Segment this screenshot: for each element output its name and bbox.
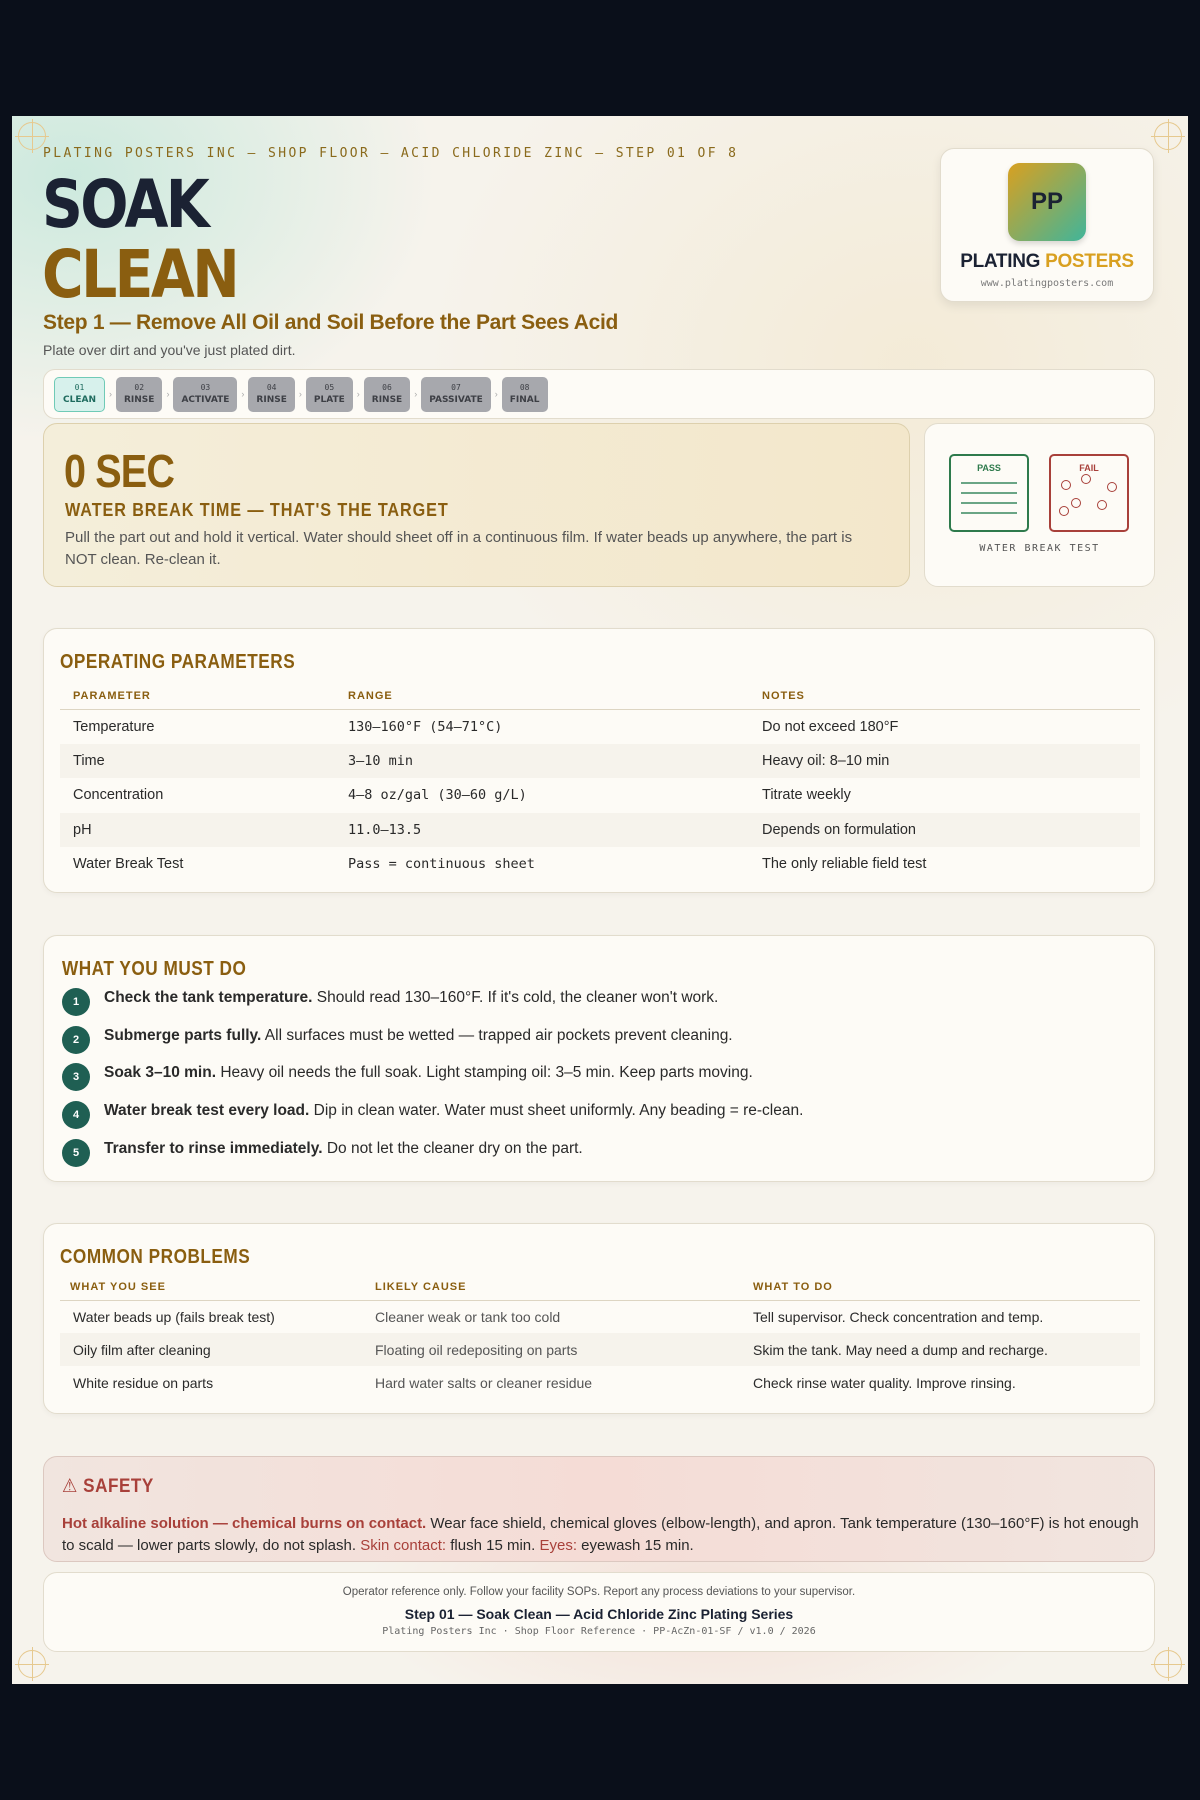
step-label: RINSE [371,395,403,405]
step-label: FINAL [509,395,540,405]
table-cell: Check rinse water quality. Improve rinsing. [753,1374,1016,1391]
column-header: WHAT YOU SEE [60,1274,362,1300]
column-header: LIKELY CAUSE [362,1274,740,1300]
hero-body: Pull the part out and hold it vertical. Water should sheet off in a continuous film. If water beads up anywhere, the part is NOT clean. Re-clean it. [65,529,853,568]
water-bead-icon [1059,506,1069,516]
fail-label: FAIL [1079,463,1099,473]
step-number-badge: 3 [62,1063,90,1091]
step-separator-icon: › [414,389,418,399]
sheet-line-icon [961,492,1017,494]
table-cell: Do not exceed 180°F [762,718,899,735]
must-do-card [43,935,1155,1182]
table-cell: Water Break Test [73,856,184,873]
footer [43,1572,1155,1652]
step-separator-icon: › [166,389,170,399]
must-do-title: WHAT YOU MUST DO [62,958,247,980]
title-line-1: SOAK [42,166,208,243]
step-number-badge: 1 [62,988,90,1016]
step-separator-icon: › [109,389,112,399]
subtitle: Step 1 — Remove All Oil and Soil Before the Part Sees Acid [43,311,619,334]
column-header: RANGE [335,683,749,709]
item-lead: Water break test every load. [104,1102,310,1120]
table-cell: Tell supervisor. Check concentration and temp. [753,1308,1044,1325]
eyes-label: Eyes: [539,1537,577,1554]
sheet-line-icon [961,502,1017,504]
table-cell: Skim the tank. May need a dump and recharge. [740,1333,1140,1366]
parameters-title: OPERATING PARAMETERS [60,651,296,673]
step-label: RINSE [256,395,287,405]
table-cell: Cleaner weak or tank too cold [375,1308,561,1325]
step-number-badge: 2 [62,1026,90,1054]
step-05 [306,377,353,412]
water-break-card [924,423,1155,587]
safety-title: ⚠ SAFETY [62,1476,154,1497]
step-number: 02 [134,383,145,392]
step-number: 08 [519,383,530,392]
item-text: Do not let the cleaner dry on the part. [322,1139,583,1157]
item-lead: Soak 3–10 min. [104,1064,217,1082]
parameters-table [60,683,1140,882]
table-cell: Pass = continuous sheet [348,856,535,873]
water-bead-icon [1097,500,1107,510]
step-number: 05 [324,383,335,392]
problems-table [60,1274,1140,1399]
step-number-badge: 4 [62,1101,90,1129]
hero-value: 0 SEC [64,445,175,497]
problems-title: COMMON PROBLEMS [60,1246,251,1268]
skin-contact-label: Skin contact: [360,1537,447,1554]
crosshair-bottom-right [1154,1650,1182,1678]
hero-heading: WATER BREAK TIME — THAT'S THE TARGET [65,500,449,520]
step-number-badge: 5 [62,1139,90,1167]
item-lead: Submerge parts fully. [104,1026,262,1044]
table-cell: Heavy oil: 8–10 min [749,744,1140,779]
brand-name [941,251,1153,273]
column-header: PARAMETER [60,683,335,709]
list-item [62,1061,803,1099]
hero-card [43,423,910,587]
sheet-line-icon [961,512,1017,514]
step-progress [43,369,1155,419]
table-row [60,1366,1140,1399]
step-label: RINSE [124,395,155,405]
table-cell: Time [60,744,335,779]
safety-warning: Hot alkaline solution — chemical burns on contact. [62,1515,427,1532]
title-line-2: CLEAN [42,236,238,313]
item-lead: Transfer to rinse immediately. [104,1139,323,1157]
crosshair-top-right [1154,122,1182,150]
step-separator-icon: › [356,389,360,399]
step-03 [173,377,237,412]
step-label: CLEAN [63,395,96,405]
safety-card [43,1456,1155,1562]
step-02 [116,377,162,412]
problems-card [43,1223,1155,1414]
water-bead-icon [1071,498,1081,508]
safety-text: Wear face shield, chemical gloves (elbow-length), and apron. Tank temperature (130–160°F) is hot enough to scald — lower parts slowly, do not splash. [62,1515,1139,1554]
list-item [62,986,803,1024]
item-text: All surfaces must be wetted — trapped air pockets prevent cleaning. [261,1026,733,1044]
table-header-row [60,1274,1140,1300]
table-header-row [60,683,1140,709]
must-do-list [62,986,803,1174]
step-07 [421,377,491,412]
column-header: NOTES [749,683,1140,709]
table-row [60,1333,1140,1366]
table-cell: Depends on formulation [749,813,1140,848]
safety-body [62,1513,1142,1557]
table-cell: Concentration [73,787,164,804]
page-title [42,166,238,313]
column-header: WHAT TO DO [740,1274,1140,1300]
step-number: 03 [200,383,211,392]
table-row [60,813,1140,848]
list-item [62,1024,803,1062]
table-cell: Floating oil redepositing on parts [362,1333,740,1366]
step-separator-icon: › [298,389,302,399]
list-item [62,1137,803,1175]
step-separator-icon: › [241,389,245,399]
table-cell: 130–160°F (54–71°C) [348,718,503,735]
step-08 [502,377,548,412]
table-cell: 11.0–13.5 [335,813,749,848]
crosshair-bottom-left [18,1650,46,1678]
table-row [60,1300,1140,1333]
table-cell: Oily film after cleaning [60,1333,362,1366]
water-bead-icon [1061,480,1071,490]
parameters-card [43,628,1155,893]
step-number: 06 [382,383,392,392]
footer-series: Step 01 — Soak Clean — Acid Chloride Zinc Plating Series [404,1606,794,1622]
kicker: PLATING POSTERS INC — SHOP FLOOR — ACID CHLORIDE ZINC — STEP 01 OF 8 [43,146,739,161]
step-number: 04 [266,383,277,392]
brand-card [940,148,1154,302]
skin-contact-text: flush 15 min. [446,1537,540,1554]
table-row [60,709,1140,744]
step-label: PASSIVATE [429,395,483,405]
pass-illustration [949,454,1029,532]
step-separator-icon: › [494,389,498,399]
brand-logo: PP [1008,163,1086,241]
step-number: 01 [74,383,85,392]
table-cell: Temperature [73,718,155,735]
water-break-caption: WATER BREAK TEST [979,543,1100,554]
brand-name-part1: PLATING [960,251,1041,272]
water-bead-icon [1107,482,1117,492]
crosshair-top-left [18,122,46,150]
fail-illustration [1049,454,1129,532]
item-lead: Check the tank temperature. [104,989,313,1006]
table-row [60,744,1140,779]
step-06 [364,377,410,412]
step-04 [248,377,294,412]
sheet-line-icon [961,482,1017,484]
table-row [60,847,1140,882]
tagline: Plate over dirt and you've just plated dirt. [43,342,296,358]
item-text: Should read 130–160°F. If it's cold, the cleaner won't work. [312,989,719,1006]
table-cell: 4–8 oz/gal (30–60 g/L) [348,787,527,804]
brand-name-part2: POSTERS [1045,251,1134,272]
brand-url: www.platingposters.com [980,278,1114,289]
pass-label: PASS [977,463,1001,473]
list-item [62,1099,803,1137]
table-cell: The only reliable field test [762,856,927,873]
table-cell: pH [60,813,335,848]
footer-note: Operator reference only. Follow your facility SOPs. Report any process deviations to your supervisor. [342,1586,856,1598]
table-cell: Titrate weekly [762,787,851,804]
item-text: Heavy oil needs the full soak. Light stamping oil: 3–5 min. Keep parts moving. [216,1064,753,1082]
step-label: ACTIVATE [181,395,230,405]
table-cell: Water beads up (fails break test) [73,1308,275,1325]
table-cell: White residue on parts [73,1374,214,1391]
table-row [60,778,1140,813]
footer-meta: Plating Posters Inc · Shop Floor Reference · PP-AcZn-01-SF / v1.0 / 2026 [382,1626,816,1637]
water-bead-icon [1081,474,1091,484]
table-cell: Hard water salts or cleaner residue [375,1374,593,1391]
poster [12,116,1188,1684]
eyes-text: eyewash 15 min. [576,1537,694,1554]
table-cell: 3–10 min [335,744,749,779]
step-01 [54,377,105,412]
item-text: Dip in clean water. Water must sheet uniformly. Any beading = re-clean. [309,1102,804,1120]
step-label: PLATE [313,395,345,405]
step-number: 07 [451,383,461,392]
